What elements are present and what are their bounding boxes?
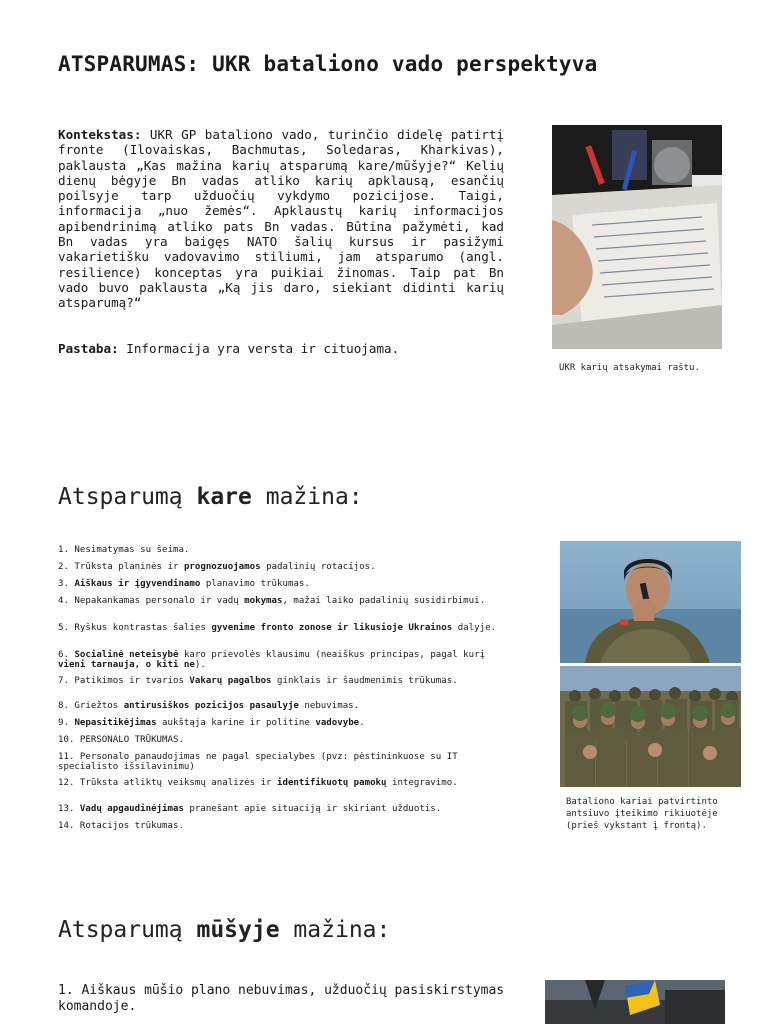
- context-text: UKR GP bataliono vado, turinčio didelę patirtį fronte (Ilovaiskas, Bachmutas, Soledaras, Kharkivas), paklausta „Kas mažina karių atsparumą kare/mūšyje?“ Kelių dienų bėgyje Bn vadas atliko karių apklausą, esančių poilsyje tarp užduočių vykdymo pozicijose. Taigi, informacija „nuo žemės“. Apklaustų karių informacijos apibendrinimą atliko pats Bn vadas. Būtina pažymėti, kad Bn vadas yra baigęs NATO šalių kursus ir pasižymi vakarietišku vadovavimo stiliumi, jam atsparumo (angl. resilience) konceptas yra puikiai žinomas. Taip pat Bn vado buvo paklausta „Ką jis daro, siekiant didinti karių atsparumą?“: [58, 127, 504, 311]
- list-item: [58, 736, 510, 746]
- section1-bold: kare: [196, 484, 252, 510]
- list-item-text: Vadų apgaudinėjimas: [79, 804, 184, 814]
- section1-post: mažina:: [251, 484, 363, 510]
- list-item-text: 10. PERSONALO TRŪKUMAS.: [58, 735, 184, 745]
- list-item-text: 4. Nepakankamas personalo ir vadų: [58, 596, 245, 606]
- list-item: [58, 597, 510, 607]
- list-item-text: , mažai laiko padalinių susidirbimui.: [282, 596, 486, 606]
- section2-pre: Atsparumą: [58, 917, 197, 943]
- list-item-text: 8. Griežtos: [58, 701, 124, 711]
- soldier-phone-photo: [560, 541, 741, 663]
- section-heading-war: [58, 484, 363, 510]
- list-item-text: Vakarų pagalbos: [189, 676, 272, 686]
- list-item: [58, 702, 510, 712]
- list-item-text: aukštąja karine ir politine: [156, 718, 316, 728]
- list-item-text: 1. Nesimatymas su šeima.: [58, 545, 190, 555]
- list-item-text: gyvenime fronto zonose ir likusioje Ukrainos: [211, 623, 453, 633]
- handwritten-answers-photo: [552, 125, 722, 349]
- section-heading-battle: [58, 917, 390, 943]
- list-item-text: 12. Trūksta atliktų veiksmų analizės ir: [58, 778, 277, 788]
- list-item-text: karo prievolės klausimu (neaiškus principas, pagal kurį: [178, 650, 486, 660]
- list-item-text: 9.: [58, 718, 75, 728]
- battalion-formation-photo: [560, 666, 741, 787]
- list-item-text: 6.: [58, 650, 75, 660]
- list-item-text: 13.: [58, 804, 80, 814]
- list-item-text: ginklais ir šaudmenimis trūkumas.: [271, 676, 458, 686]
- list-item-text: vieni tarnauja, o kiti ne: [58, 659, 195, 670]
- list-item-text: 14. Rotacijos trūkumas.: [58, 821, 184, 831]
- list-item: [58, 719, 510, 729]
- note-text: Informacija yra versta ir cituojama.: [126, 341, 400, 356]
- flag-photo: [545, 980, 725, 1024]
- list-item: [58, 651, 510, 670]
- list-item-text: .: [359, 718, 365, 728]
- list-item-text: nebuvimas.: [298, 701, 360, 711]
- list-item-text: identifikuotų pamokų: [277, 778, 387, 788]
- list-item: [58, 624, 510, 634]
- section1-pre: Atsparumą: [58, 484, 197, 510]
- photo3-caption: Bataliono kariai patvirtinto antsiuvo įteikimo rikiuotėje (prieš vykstant į frontą).: [566, 797, 718, 831]
- list-item-text: planavimo trūkumas.: [200, 579, 310, 589]
- list-item-text: 7. Patikimos ir tvarios: [58, 676, 190, 686]
- list-item: [58, 805, 510, 815]
- context-label: Kontekstas:: [58, 127, 142, 142]
- list-item-text: 3.: [58, 579, 75, 589]
- list-item-text: ).: [194, 659, 206, 670]
- list-item-text: prognozuojamos: [183, 562, 261, 572]
- list-item: [58, 580, 510, 590]
- note-paragraph: [58, 341, 399, 356]
- list-item-text: antirusiškos pozicijos pasaulyje: [123, 701, 299, 711]
- context-paragraph: [58, 127, 504, 311]
- battle-factor-1: 1. Aiškaus mūšio plano nebuvimas, užduočių pasiskirstymas komandoje.: [58, 983, 505, 1014]
- note-label: Pastaba:: [58, 341, 119, 356]
- list-item-text: Socialinė neteisybė: [74, 650, 179, 660]
- list-item-text: 11. Personalo panaudojimas ne pagal specialybes (pvz: pėstininkuose su IT specialisto išsilavinimu): [58, 752, 458, 772]
- photo1-caption: UKR karių atsakymai raštu.: [559, 363, 700, 373]
- list-item: [58, 779, 510, 789]
- list-item: [58, 822, 510, 832]
- list-item-text: 2. Trūksta planinės ir: [58, 562, 184, 572]
- list-item-text: pranešant apie situaciją ir skiriant užduotis.: [183, 804, 442, 814]
- list-item: [58, 563, 510, 573]
- list-item-text: mokymas: [244, 596, 283, 606]
- list-item: [58, 546, 510, 556]
- list-item: [58, 677, 510, 687]
- page-title: ATSPARUMAS: UKR bataliono vado perspektyva: [58, 52, 598, 76]
- list-item-text: padalinių rotacijos.: [260, 562, 376, 572]
- list-item-text: integravimo.: [386, 778, 458, 788]
- list-item-text: dalyje.: [452, 623, 497, 633]
- list-item-text: Aiškaus ir įgyvendinamo: [74, 579, 201, 589]
- list-item: [58, 753, 510, 772]
- list-item-text: 5. Ryškus kontrastas šalies: [58, 623, 212, 633]
- list-item-text: Nepasitikėjimas: [74, 718, 157, 728]
- section2-post: mažina:: [279, 917, 391, 943]
- section2-bold: mūšyje: [196, 917, 280, 943]
- list-item-text: vadovybe: [315, 718, 360, 728]
